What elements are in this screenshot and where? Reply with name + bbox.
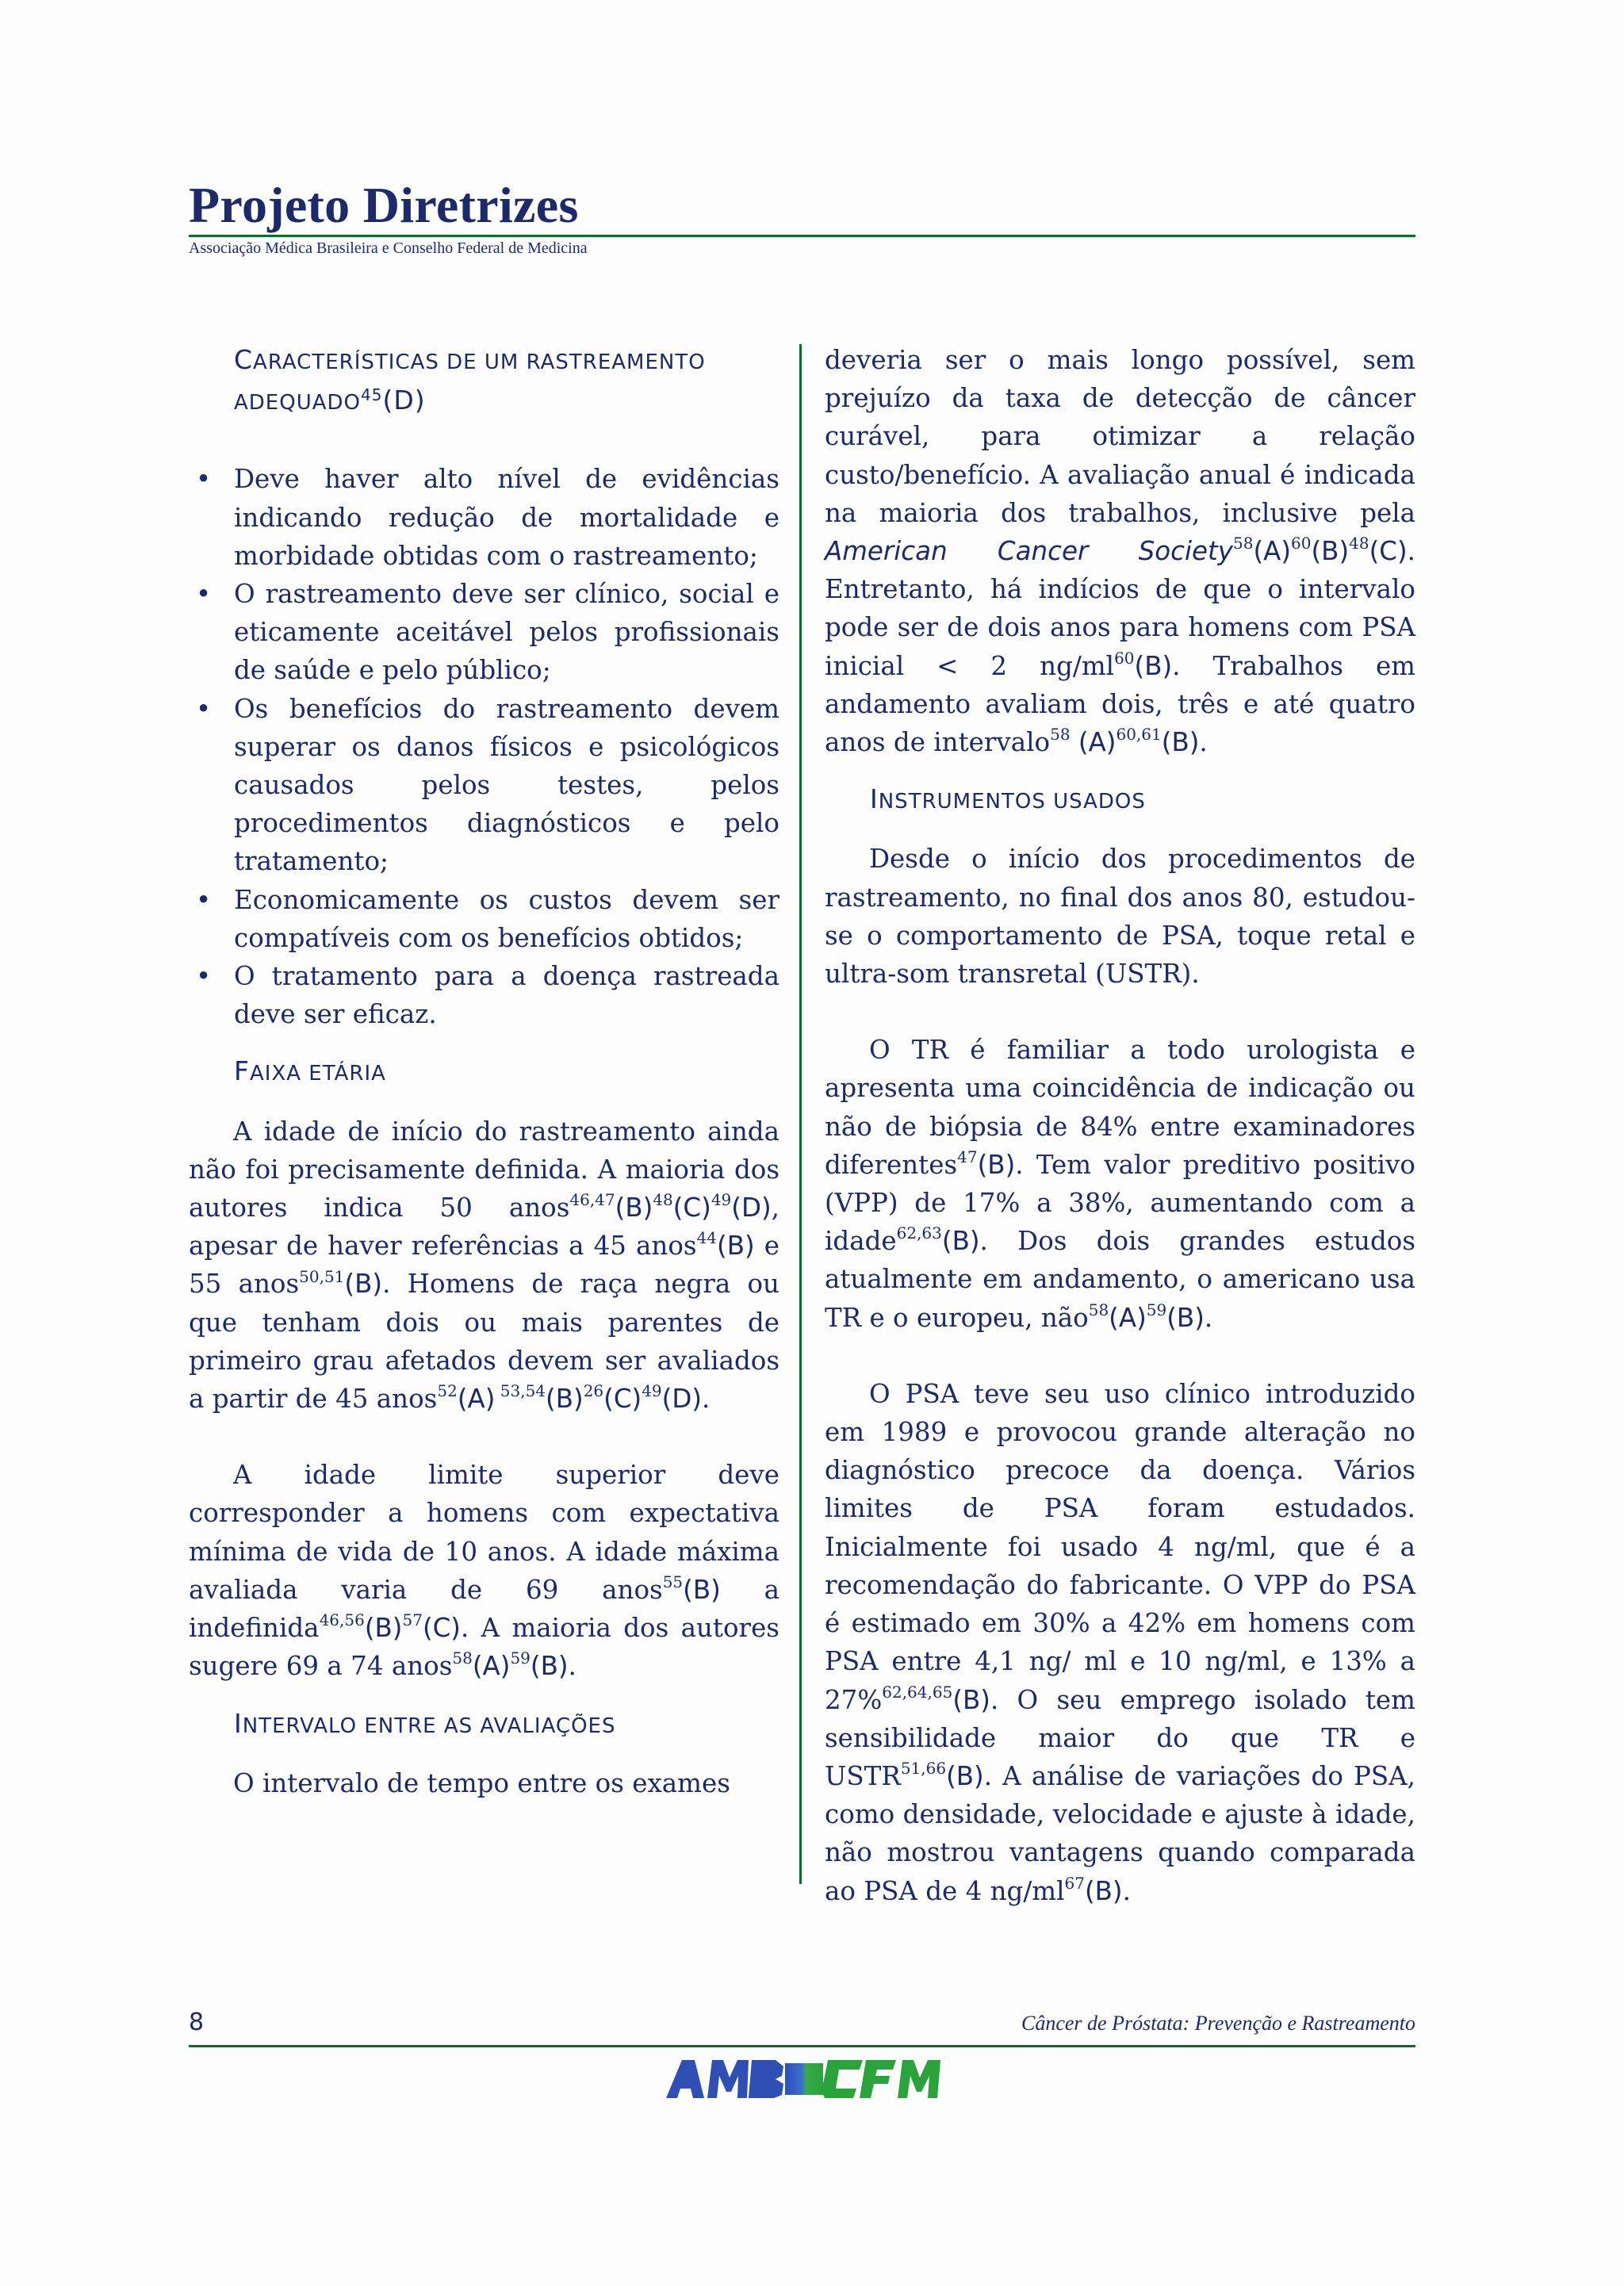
running-title: Câncer de Próstata: Prevenção e Rastreamento [1021, 2012, 1415, 2035]
characteristics-list [189, 460, 779, 1033]
list-item: • Deve haver alto nível de evidências indicando redução de mortalidade e morbidade obtidas com o rastreamento; [196, 464, 779, 571]
right-column [825, 341, 1415, 1910]
header-title: Projeto Diretrizes [189, 177, 579, 233]
footer-rule [189, 2045, 1415, 2047]
list-item: • Economicamente os custos devem ser compatíveis com os benefícios obtidos; [196, 884, 779, 953]
page-header [189, 176, 1415, 258]
paragraph-age-start: A idade de início do rastreamento ainda não foi precisamente definida. A maioria dos autores indica 50 $anos^{46,47}(B)^{48}(C)^{49}(D)$, apesar de haver referências a 45 anos$^{44}$(B) e 55 anos$^{50,51}$(B). Homens de raça negra ou que tenham dois ou mais parentes de primeiro grau afetados devem ser avaliados a partir de 45 anos$^{52}$(A) $^{53,54}(B)^{26}(C)^{49}(D)$. [189, 1116, 779, 1415]
left-column [189, 341, 779, 1802]
amb-cfm-logo [665, 2057, 944, 2101]
header-subtitle: Associação Médica Brasileira e Conselho Federal de Medicina [189, 239, 588, 257]
paragraph-interval-start: O intervalo de tempo entre os exames [233, 1767, 730, 1798]
header-rule [189, 235, 1415, 237]
paragraph-tr: O TR é familiar a todo urologista e apresenta uma coincidência de indicação ou não de biópsia de 84% entre examinadores diferentes$^{47}$(B). Tem valor preditivo positivo (VPP) de 17% a 38%, aumentando com a idade$^{62,63}$(B). Dos dois grandes estudos atualmente em andamento, o americano usa TR e o europeu, $não^{58}(A)^{59}(B)$. [825, 1035, 1415, 1333]
column-divider [799, 344, 802, 1884]
paragraph-psa: O PSA teve seu uso clínico introduzido em 1989 e provocou grande alteração no diagnóstico precoce da doença. Vários limites de PSA foram estudados. Inicialmente foi usado 4 ng/ml, que é a recomendação do fabricante. O VPP do PSA é estimado em 30% a 42% em homens com PSA entre 4,1 ng/ ml e 10 ng/ml, e 13% a 27%$^{62,64,65}$(B). O seu emprego isolado tem sensibilidade maior do que TR e USTR$^{51,66}$(B). A análise de variações do PSA, como densidade, velocidade e ajuste à idade, não mostrou vantagens quando comparada ao PSA de 4 $ng/ml^{67}(B)$. [825, 1378, 1415, 1906]
list-item: • O tratamento para a doença rastreada deve ser eficaz. [196, 961, 779, 1030]
paragraph-interval-cont: deveria ser o mais longo possível, sem prejuízo da taxa de detecção de câncer curável, para otimizar a relação custo/benefício. A avaliação anual é indicada na maioria dos trabalhos, inclusive pela American Cancer $Society^{58}(A)^{60}(B)^{48}(C)$. Entretanto, há indícios de que o intervalo pode ser de dois anos para homens com PSA inicial < 2 $ng/ml^{60}(B)$. Trabalhos em andamento avaliam dois, três e até quatro anos de intervalo$^{58}$ $(A)^{60,61}(B)$. [825, 345, 1416, 758]
section-heading-age-range: FAIXA ETÁRIA [234, 1055, 386, 1087]
page-number: 8 [189, 2008, 205, 2036]
section-heading-interval: INTERVALO ENTRE AS AVALIAÇÕES [234, 1707, 616, 1739]
paragraph-age-limit: A idade limite superior deve corresponder a homens com expectativa mínima de vida de 10 anos. A idade máxima avaliada varia de 69 anos$^{55}$(B) a $indefinida^{46,56}(B)^{57}(C)$. A maioria dos autores sugere 69 a 74 $anos^{58}(A)^{59}(B)$. [189, 1460, 779, 1682]
paragraph-instruments: Desde o início dos procedimentos de rastreamento, no final dos anos 80, estudou-se o comportamento de PSA, toque retal e ultra-som transretal (USTR). [825, 844, 1415, 990]
section-heading-instruments: INSTRUMENTOS USADOS [870, 783, 1146, 815]
list-item: • O rastreamento deve ser clínico, social e eticamente aceitável pelos profissionais de saúde e pelo público; [196, 579, 779, 686]
section-heading-characteristics: CARACTERÍSTICAS DE UM RASTREAMENTO ADEQUADO$^{45}$(D) [234, 344, 706, 416]
list-item: • Os benefícios do rastreamento devem superar os danos físicos e psicológicos causados pelos testes, pelos procedimentos diagnósticos e pelo tratamento; [196, 693, 779, 877]
